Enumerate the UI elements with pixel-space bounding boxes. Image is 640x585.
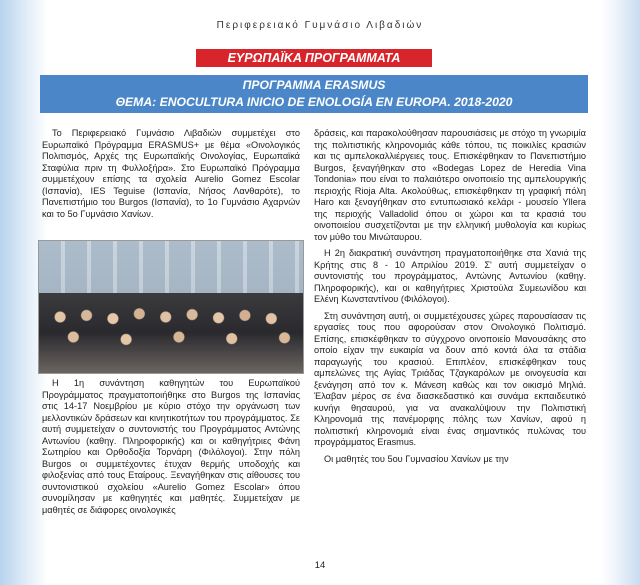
page-number: 14 bbox=[314, 560, 326, 571]
paragraph: Το Περιφερειακό Γυμνάσιο Λιβαδιών συμμετέχει στο Ευρωπαϊκό Πρόγραμμα ERASMUS+ με θέμα «Οινολογικός Πολιτισμός, Αρχές της Ευρωπαϊκής Οινολογίας, Ευρωπαϊκά Σταφύλια πριν τη Φυλλοξήρα». Στο Ευρωπαϊκό Πρόγραμμα συμμετέχουν επίσης τα σχολεία Aurelio Gomez Escolar (Ισπανία), IES Teguise (Ισπανία, Νήσος Λανθαρότε), το Πανεπιστήμιο του Burgos (Ισπανία), το 1ο Γυμνάσιο Αχαρνών και το 5ο Γυμνάσιο Χανίων. bbox=[42, 128, 300, 219]
paragraph: Η 2η διακρατική συνάντηση πραγματοποιήθηκε στα Χανιά της Κρήτης στις 8 - 10 Απριλίου 2019. Σ' αυτή συμμετείχαν ο συντονιστής του προγράμματος, Αντώνης Αντωνίου (καθηγ. Πληροφορικής), και οι καθηγήτριες Χριστούλα Συμεωνίδου και Ελένη Κωνσταντίνου (Φιλόλογοι). bbox=[314, 248, 586, 304]
left-column-body bbox=[42, 378, 300, 521]
photo-crowd bbox=[39, 293, 303, 373]
paragraph: δράσεις, και παρακολούθησαν παρουσιάσεις με στόχο τη γνωριμία της πολιτιστικής κληρονομιάς κάθε τόπου, τις ποικιλίες κρασιών και τις αμπελοκαλλιέργειες τους. Επισκέφθηκαν το Πανεπιστήμιο Burgos, ξεναγήθηκαν στο «Bodegas Lopez de Heredia Vina Tondonia» που είναι το παλαιότερο οινοποιείο της αμπελουργικής περιοχής Rioja Alta. Ακολούθως, επισκέφθηκαν τη γραφική πόλη Haro και ξεναγήθηκαν στο εντυπωσιακό κελάρι - μουσείο Yllera της περιοχής Valladolid όπου οι χώροι και τα κρασιά του οινοποιείου συσχετίζονται με την ελληνική μυθολογία και κυρίως τον μύθο του Μινώταυρου. bbox=[314, 128, 586, 242]
article-title-line1: ΠΡΟΓΡΑΜΜΑ ERASMUS bbox=[242, 78, 386, 92]
paragraph: Οι μαθητές του 5ου Γυμνασίου Χανίων με την bbox=[324, 453, 509, 464]
school-header: Περιφερειακό Γυμνάσιο Λιβαδιών bbox=[216, 20, 424, 31]
paragraph: Η 1η συνάντηση καθηγητών του Ευρωπαϊκού Προγράμματος πραγματοποιήθηκε στο Burgos της Ισπανίας στις 14-17 Νοεμβρίου με κύριο στόχο την οργάνωση των μελλοντικών δράσεων και κινητικοτήτων του προγράμματος. Σε αυτή συμμετείχαν ο συντονιστής του Προγράμματος Αντώνης Αντωνίου (καθηγ. Πληροφορικής) και οι καθηγήτριες Φάνη Σωτηρίου και Ορθοδοξία Τορνάρη (Φιλόλογοι). Στην πόλη Burgos οι συμμετέχοντες έτυχαν θερμής υποδοχής και φιλοξενίας από τους Εταίρους. Ξεναγήθηκαν στις αίθουσες του συντονιστικού σχολείου «Aurelio Gomez Escolar» όπου συνομίλησαν με καθηγητές και μαθητές. Συμμετείχαν με μαθητές σε διάφορες οινολογικές bbox=[42, 378, 300, 515]
section-title: ΕΥΡΩΠΑΪΚΑ ΠΡΟΓΡΑΜΜΑΤΑ bbox=[196, 49, 432, 67]
article-title-line2: ΘΕΜΑ: ENOCULTURA INICIO DE ENOLOGÍA EN EUROPA. 2018-2020 bbox=[115, 95, 513, 109]
group-photo-icon bbox=[38, 240, 304, 374]
page-right-edge bbox=[600, 0, 640, 585]
photo-building bbox=[39, 241, 303, 301]
paragraph: Στη συνάντηση αυτή, οι συμμετέχουσες χώρες παρουσίασαν τις εργασίες τους που αφορούσαν στον Οινολογικό Πολιτισμό. Επίσης, επισκέφθηκαν το σύγχρονο οινοποιείο Μανουσάκης στο οποίο είχαν την ευκαιρία να δουν από κοντά όλα τα στάδια παραγωγής του κρασιού. Επιπλέον, επισκέφθηκαν τους αμπελώνες της Αγίας Τριάδας Τζαγκαρόλων με οινογευσία και ξενάγηση από τον κ. Μάνεση καθώς και τον οικισμό Μηλιά. Έλαβαν μέρος σε ένα διασκεδαστικό και συνάμα εκπαιδευτικό κυνήγι θησαυρού, για να ανακαλύψουν την Πολιτιστική Κληρονομιά της πανέμορφης πόλης των Χανίων, αφού η πολιτιστική κληρονομιά είναι ένας σημαντικός πυλώνας του προγράμματος Erasmus. bbox=[314, 310, 586, 447]
article-title-box bbox=[40, 75, 588, 113]
left-column-intro bbox=[42, 128, 300, 225]
right-column bbox=[314, 128, 586, 470]
